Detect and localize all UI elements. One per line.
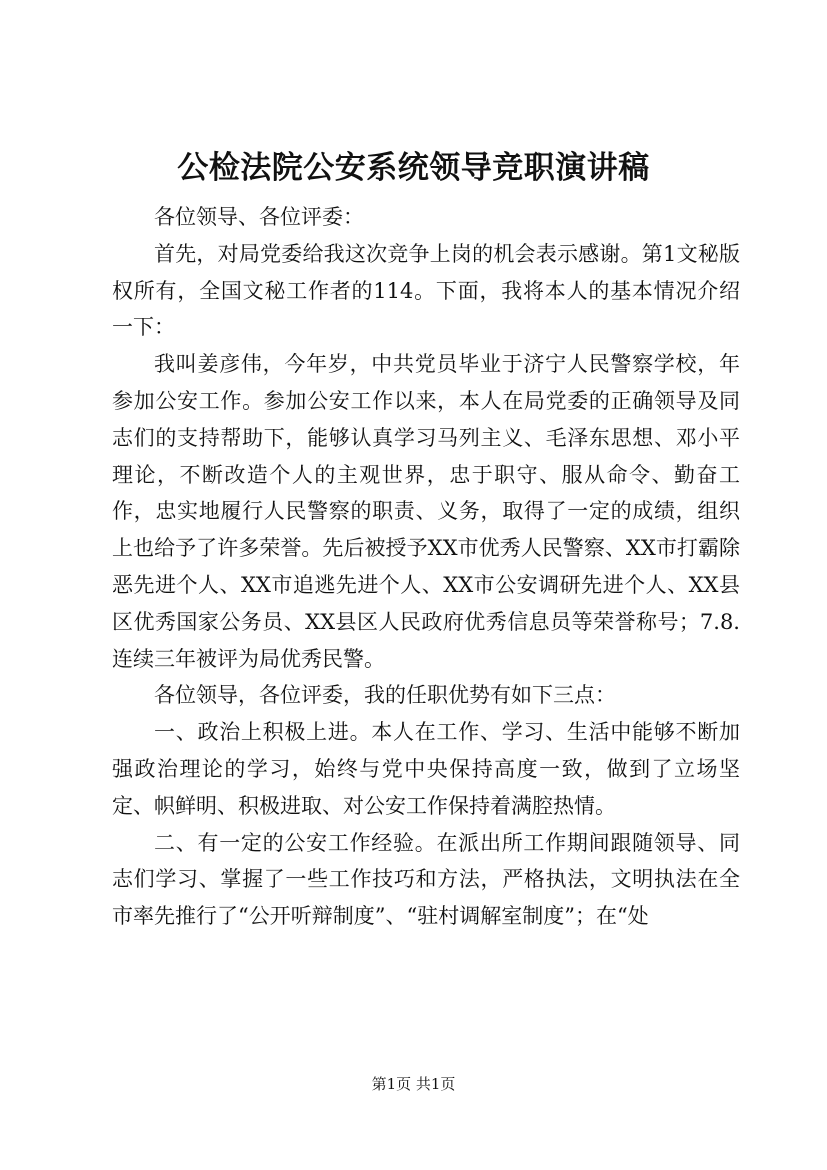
paragraph-thanks: 首先，对局党委给我这次竞争上岗的机会表示感谢。第1文秘版权所有，全国文秘工作者的114。下面，我将本人的基本情况介绍一下：	[112, 241, 740, 340]
document-body	[112, 199, 740, 935]
document-title: 公检法院公安系统领导竞职演讲稿	[177, 150, 650, 186]
paragraph-advantages-intro: 各位领导，各位评委，我的任职优势有如下三点：	[154, 683, 616, 708]
paragraph-advantage-one: 一、政治上积极上进。本人在工作、学习、生活中能够不断加强政治理论的学习，始终与党中央保持高度一致，做到了立场坚定、帜鲜明、积极进取、对公安工作保持着满腔热情。	[112, 720, 740, 818]
paragraph-salutation: 各位领导、各位评委：	[154, 205, 364, 229]
paragraph-advantage-two: 二、有一定的公安工作经验。在派出所工作期间跟随领导、同志们学习、掌握了一些工作技巧和方法，严格执法，文明执法在全市率先推行了“公开听辩制度”、“驻村调解室制度”；在“处	[112, 830, 740, 929]
page-footer: 第1页 共1页	[371, 1075, 456, 1093]
paragraph-introduction: 我叫姜彦伟，今年岁，中共党员毕业于济宁人民警察学校，年参加公安工作。参加公安工作以来，本人在局党委的正确领导及同志们的支持帮助下，能够认真学习马列主义、毛泽东思想、邓小平理论，不断改造个人的主观世界，忠于职守、服从命令、勤奋工作，忠实地履行人民警察的职责、义务，取得了一定的成绩，组织上也给予了许多荣誉。先后被授予XX市优秀人民警察、XX市打霸除恶先进个人、XX市追逃先进个人、XX市公安调研先进个人、XX县区优秀国家公务员、XX县区人民政府优秀信息员等荣誉称号；7.8.连续三年被评为局优秀民警。	[112, 352, 740, 671]
